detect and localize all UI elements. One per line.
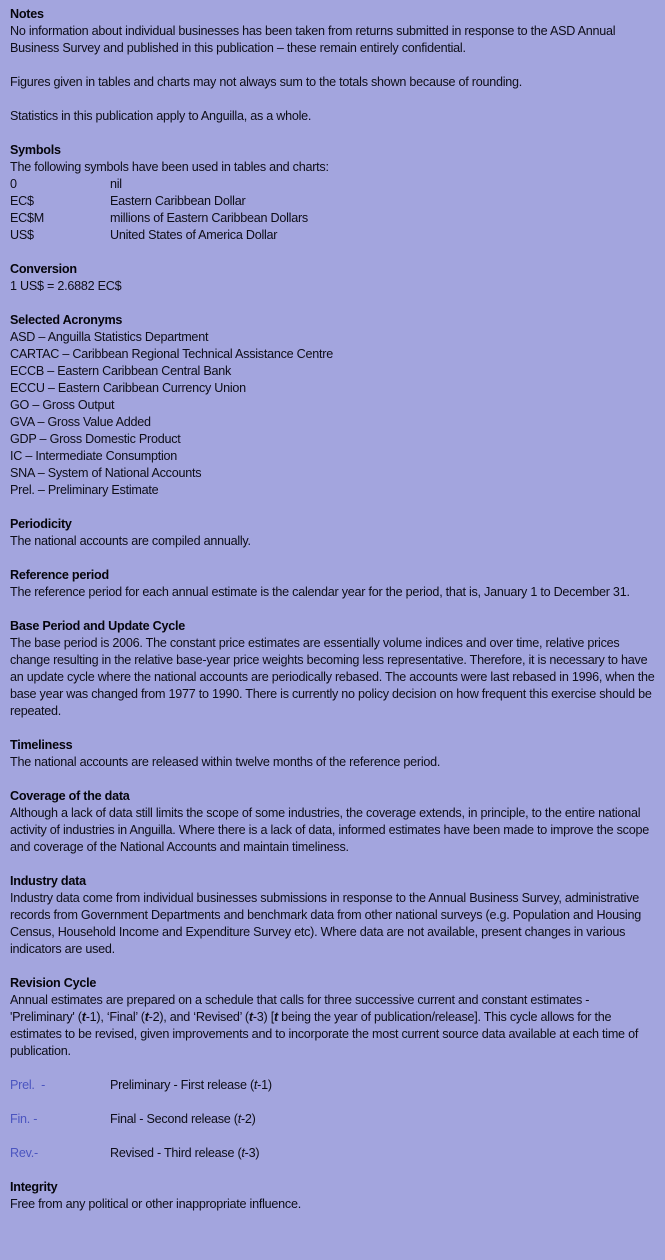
revision-definition — [110, 1077, 655, 1094]
revision-cycle-paragraph — [10, 992, 655, 1060]
t-variable: t — [241, 1146, 245, 1160]
paragraph: No information about individual businesses has been taken from returns submitted in response to the ASD Annual Business Survey and published in this publication – these remain entirely confidential. — [10, 24, 616, 55]
symbol-row — [10, 227, 655, 244]
symbol-meaning: United States of America Dollar — [110, 228, 278, 242]
revision-definitions — [10, 1077, 655, 1162]
section-integrity — [10, 1179, 655, 1213]
paragraph: The reference period for each annual estimate is the calendar year for the period, that is, January 1 to December 31. — [10, 585, 630, 599]
acronym-item: GVA – Gross Value Added — [10, 415, 151, 429]
revision-term: Fin. - — [10, 1112, 38, 1126]
symbols-intro: The following symbols have been used in tables and charts: — [10, 160, 329, 174]
section-heading-base-period: Base Period and Update Cycle — [10, 619, 185, 633]
paragraph: Industry data come from individual businesses submissions in response to the Annual Business Survey, administrative records from Government Departments and benchmark data from other national surveys (e.g. Population and Housing Census, Household Income and Expenditure Survey etc). Where data are not available, present changes in various indicators are used. — [10, 891, 641, 956]
symbol-row — [10, 193, 655, 210]
text-run: being the year of publication/release]. This cycle allows for the estimates to be revised, given improvements and to incorporate the most current source data available at each time of publication. — [10, 1010, 639, 1058]
conversion-rate: 1 US$ = 2.6882 EC$ — [10, 279, 122, 293]
symbol-row — [10, 210, 655, 227]
section-heading-symbols: Symbols — [10, 143, 61, 157]
section-heading-selected-acronyms: Selected Acronyms — [10, 313, 123, 327]
section-base-period — [10, 618, 655, 720]
section-heading-industry-data: Industry data — [10, 874, 86, 888]
section-timeliness — [10, 737, 655, 771]
section-heading-periodicity: Periodicity — [10, 517, 72, 531]
text-run: -3) [ — [252, 1010, 274, 1024]
paragraph: Figures given in tables and charts may not always sum to the totals shown because of rounding. — [10, 75, 523, 89]
section-heading-notes: Notes — [10, 7, 44, 21]
section-conversion — [10, 261, 655, 295]
text-run: -3) — [244, 1146, 260, 1160]
t-variable: t — [253, 1078, 258, 1092]
acronym-item: GDP – Gross Domestic Product — [10, 432, 181, 446]
acronym-item: ASD – Anguilla Statistics Department — [10, 330, 209, 344]
t-variable: t — [144, 1010, 149, 1024]
symbol-row — [10, 176, 655, 193]
symbol-meaning: nil — [110, 177, 122, 191]
acronym-item: CARTAC – Caribbean Regional Technical Assistance Centre — [10, 347, 333, 361]
acronym-item: ECCU – Eastern Caribbean Currency Union — [10, 381, 246, 395]
t-variable: t — [248, 1010, 253, 1024]
section-revision-cycle — [10, 975, 655, 1162]
acronym-item: Prel. – Preliminary Estimate — [10, 483, 159, 497]
section-selected-acronyms — [10, 312, 655, 499]
paragraph: The national accounts are released within twelve months of the reference period. — [10, 755, 441, 769]
section-symbols — [10, 142, 655, 244]
section-coverage — [10, 788, 655, 856]
section-heading-coverage: Coverage of the data — [10, 789, 130, 803]
symbol-term: EC$ — [10, 194, 34, 208]
revision-row-revised — [10, 1145, 655, 1162]
section-periodicity — [10, 516, 655, 550]
symbol-term: EC$M — [10, 211, 44, 225]
text-run: Annual estimates are prepared on a schedule that calls for three successive current and constant estimates - 'Preliminary' ( — [10, 993, 590, 1024]
text-run: -1) — [257, 1078, 272, 1092]
section-heading-revision-cycle: Revision Cycle — [10, 976, 97, 990]
section-industry-data — [10, 873, 655, 958]
text-run: Preliminary - First release ( — [110, 1078, 254, 1092]
symbols-table — [10, 176, 655, 244]
text-run: -2), and ‘Revised’ ( — [148, 1010, 249, 1024]
paragraph: The national accounts are compiled annually. — [10, 534, 251, 548]
section-reference-period — [10, 567, 655, 601]
section-heading-conversion: Conversion — [10, 262, 77, 276]
paragraph: Statistics in this publication apply to Anguilla, as a whole. — [10, 109, 312, 123]
text-run: -1), ‘Final’ ( — [85, 1010, 145, 1024]
revision-row-preliminary — [10, 1077, 655, 1094]
acronym-list — [10, 329, 655, 499]
revision-term: Prel. - — [10, 1078, 46, 1092]
text-run: Revised - Third release ( — [110, 1146, 242, 1160]
revision-definition — [110, 1111, 655, 1128]
symbol-term: US$ — [10, 228, 34, 242]
symbol-meaning: millions of Eastern Caribbean Dollars — [110, 211, 308, 225]
t-variable: t — [81, 1010, 86, 1024]
paragraph: Free from any political or other inappropriate influence. — [10, 1197, 301, 1211]
revision-row-final — [10, 1111, 655, 1128]
section-notes — [10, 6, 655, 125]
section-heading-integrity: Integrity — [10, 1180, 58, 1194]
t-variable: t — [237, 1112, 241, 1126]
text-run: -2) — [240, 1112, 256, 1126]
revision-term: Rev.- — [10, 1146, 38, 1160]
acronym-item: ECCB – Eastern Caribbean Central Bank — [10, 364, 232, 378]
section-heading-reference-period: Reference period — [10, 568, 109, 582]
t-variable: t — [273, 1010, 278, 1024]
revision-definition — [110, 1145, 655, 1162]
text-run: Final - Second release ( — [110, 1112, 238, 1126]
section-heading-timeliness: Timeliness — [10, 738, 73, 752]
paragraph: The base period is 2006. The constant price estimates are essentially volume indices and over time, relative prices change resulting in the relative base-year price weights becoming less representative. Therefore, it is necessary to have an update cycle where the national accounts are periodically rebased. The accounts were last rebased in 1996, when the base year was changed from 1977 to 1990. There is currently no policy decision on how frequent this exercise should be repeated. — [10, 636, 655, 718]
acronym-item: GO – Gross Output — [10, 398, 115, 412]
acronym-item: IC – Intermediate Consumption — [10, 449, 178, 463]
symbol-meaning: Eastern Caribbean Dollar — [110, 194, 246, 208]
paragraph: Although a lack of data still limits the scope of some industries, the coverage extends, in principle, to the entire national activity of industries in Anguilla. Where there is a lack of data, informed estimates have been made to improve the scope and coverage of the National Accounts and maintain timeliness. — [10, 806, 649, 854]
acronym-item: SNA – System of National Accounts — [10, 466, 202, 480]
symbol-term: 0 — [10, 177, 17, 191]
